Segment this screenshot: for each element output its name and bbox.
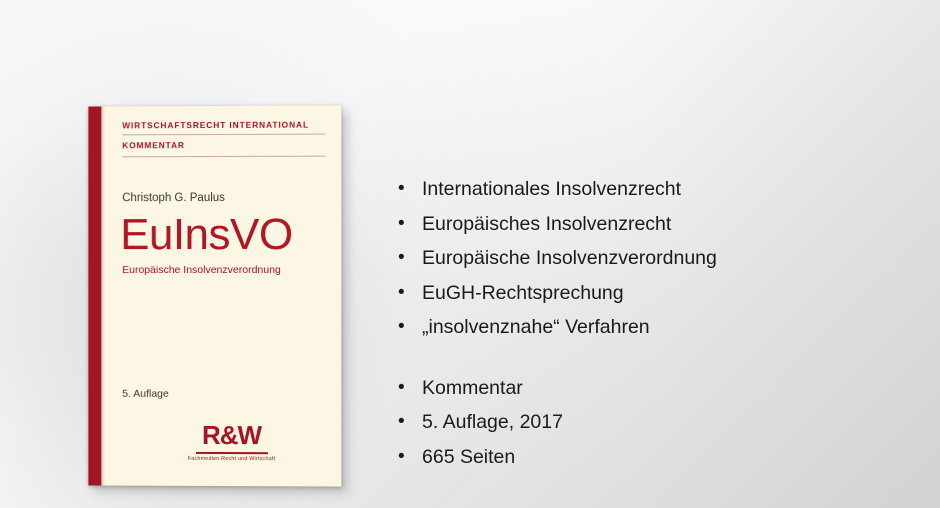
publisher-logo [105, 420, 341, 463]
bullet-group-details [392, 371, 912, 475]
book-kind-label: KOMMENTAR [122, 140, 185, 151]
publisher-mark: R&W [201, 419, 262, 451]
cover-rule-top [122, 134, 325, 136]
bullet-group-separator [392, 345, 912, 371]
publisher-tagline: Fachmedien Recht und Wirtschaft [187, 455, 276, 463]
book-spine [88, 107, 101, 486]
publisher-rule [196, 452, 268, 454]
book-author: Christoph G. Paulus [122, 191, 225, 205]
list-item: • Europäische Insolvenzverordnung [392, 241, 912, 276]
book-body [88, 105, 341, 486]
bullet-group-topics [392, 172, 912, 345]
list-item: • Europäisches Insolvenzrecht [392, 207, 912, 242]
list-item: • Internationales Insolvenzrecht [392, 172, 912, 207]
list-item: • EuGH-Rechtsprechung [392, 276, 912, 311]
book-edition: 5. Auflage [122, 387, 169, 400]
list-item: • 5. Auflage, 2017 [392, 405, 912, 440]
book-cover [88, 105, 341, 486]
list-item: • 665 Seiten [392, 440, 912, 475]
list-item: • Kommentar [392, 371, 912, 406]
book-cover-content [105, 105, 341, 486]
list-item: • „insolvenznahe“ Verfahren [392, 310, 912, 345]
book-series-label: WIRTSCHAFTSRECHT INTERNATIONAL [122, 119, 310, 131]
content-bullets [392, 172, 912, 474]
cover-rule-bottom [122, 156, 325, 158]
book-subtitle: Europäische Insolvenzverordnung [122, 263, 281, 277]
book-title: EuInsVO [120, 209, 293, 260]
